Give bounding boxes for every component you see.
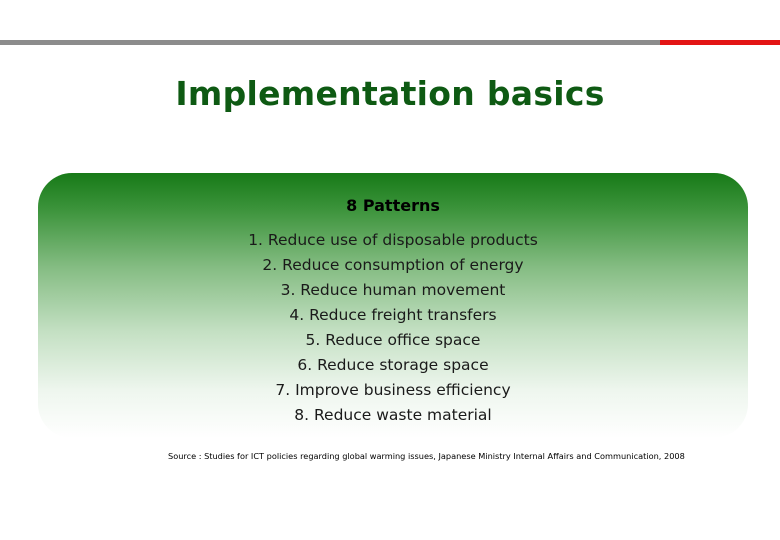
top-rule-red-accent: [660, 40, 780, 45]
pattern-item: 8. Reduce waste material: [294, 406, 492, 424]
pattern-item: 1. Reduce use of disposable products: [248, 231, 538, 249]
pattern-item: 2. Reduce consumption of energy: [262, 256, 524, 274]
pattern-item: 5. Reduce office space: [305, 331, 481, 349]
top-rule-gray: [0, 40, 660, 45]
pattern-item: 4. Reduce freight transfers: [289, 306, 497, 324]
source-citation: Source : Studies for ICT policies regarding global warming issues, Japanese Ministry Internal Affairs and Communication, 2008: [168, 451, 685, 461]
pattern-item: 6. Reduce storage space: [297, 356, 489, 374]
pattern-item: 3. Reduce human movement: [280, 281, 506, 299]
pattern-item: 7. Improve business efficiency: [275, 381, 511, 399]
patterns-list: [0, 229, 780, 429]
patterns-heading: 8 Patterns: [346, 196, 440, 215]
slide-title: Implementation basics: [175, 74, 605, 113]
